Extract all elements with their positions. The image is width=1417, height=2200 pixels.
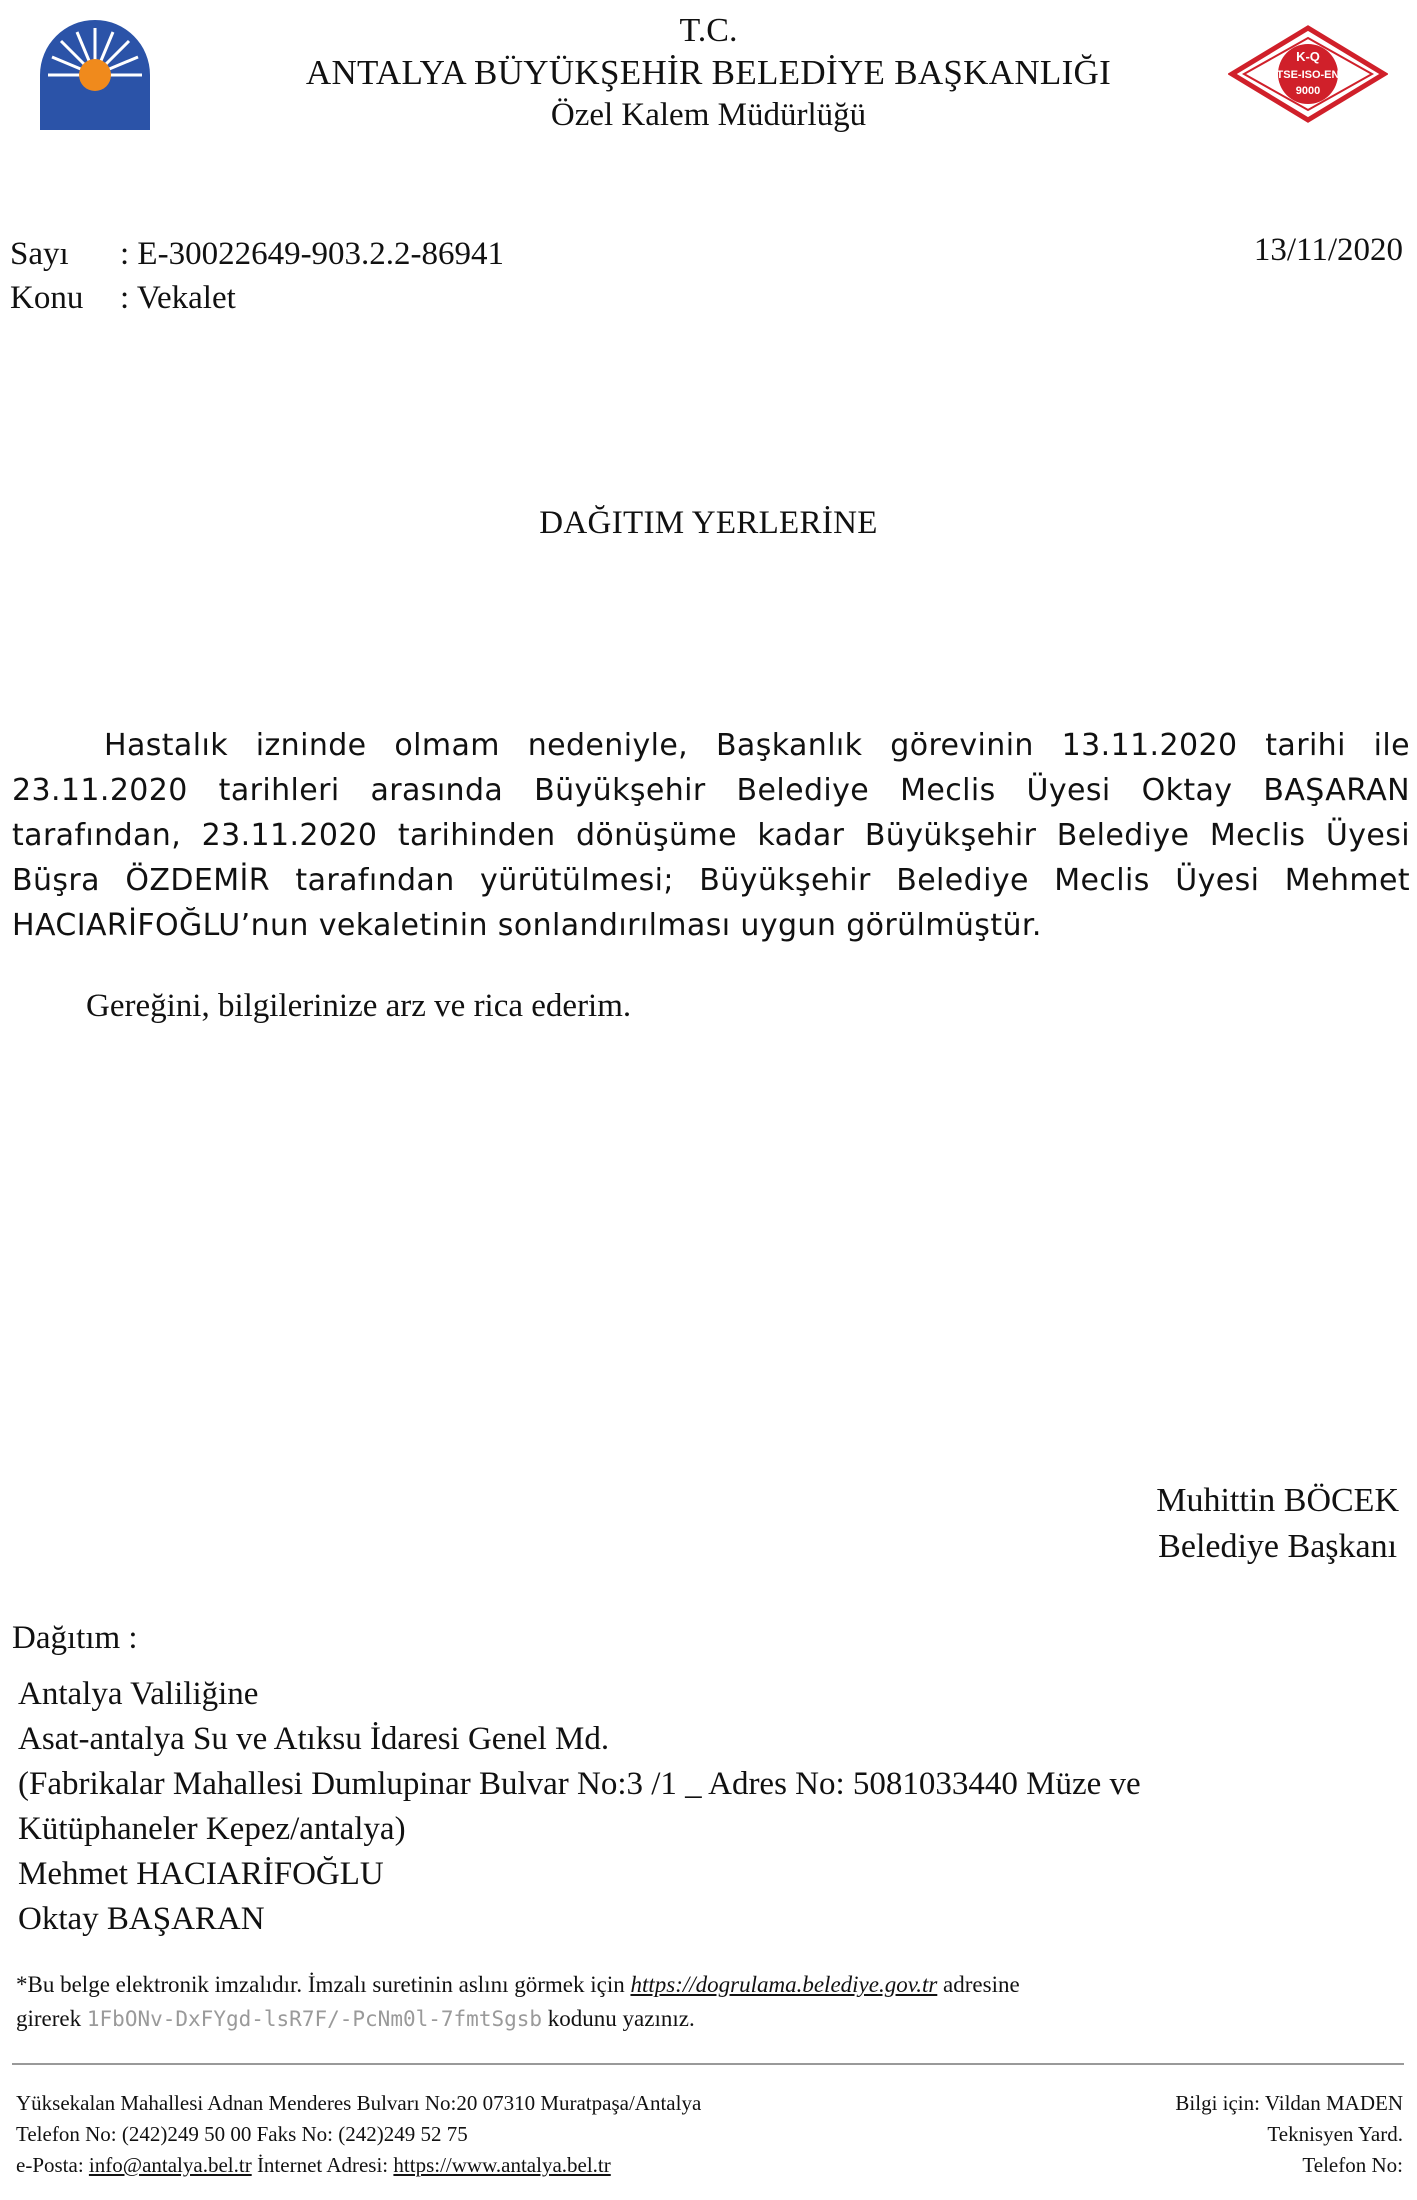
distribution-list [18,1672,1348,1942]
list-item: Oktay BAŞARAN [18,1901,265,1937]
distribution-title: Dağıtım : [12,1620,138,1656]
note-text-1: *Bu belge elektronik imzalıdır. İmzalı suretinin aslını görmek için [16,1972,631,1997]
footer-email-link[interactable]: info@antalya.bel.tr [88,2153,252,2177]
list-item: Mehmet HACIARİFOĞLU [18,1856,384,1892]
cert-text-3: 9000 [1295,85,1321,97]
footer-web-link[interactable]: https://www.antalya.bel.tr [393,2153,611,2177]
footer-info-role: Teknisyen Yard. [1267,2122,1403,2146]
e-signature-note [16,1968,1406,2036]
footer-divider [12,2063,1404,2065]
konu-value: : Vekalet [120,280,236,316]
signatory-title: Belediye Başkanı [1158,1528,1398,1565]
sayi-value: : E-30022649-903.2.2-86941 [120,236,505,272]
closing-sentence: Gereğini, bilgilerinize arz ve rica ederim. [86,988,632,1024]
list-item: Kütüphaneler Kepez/antalya) [18,1811,406,1847]
footer-phone: Telefon No: (242)249 50 00 Faks No: (242)249 52 75 [16,2122,468,2146]
note-text-2: adresine [937,1972,1020,1997]
verification-link[interactable]: https://dogrulama.belediye.gov.tr [630,1972,938,1997]
cert-text-2: TSE-ISO-EN [1276,69,1340,81]
cert-text-1: K-Q [1296,49,1320,64]
footer-web-label: İnternet Adresi: [251,2153,394,2177]
letterhead [0,10,1417,136]
header-institution: ANTALYA BÜYÜKŞEHİR BELEDİYE BAŞKANLIĞI [305,53,1112,92]
note-text-4: kodunu yazınız. [542,2006,695,2031]
note-text-3: girerek [16,2006,87,2031]
kq-certification-icon [1228,24,1388,124]
list-item: Asat-antalya Su ve Atıksu İdaresi Genel Md. [18,1721,610,1757]
list-item: (Fabrikalar Mahallesi Dumlupinar Bulvar No:3 /1 _ Adres No: 5081033440 Müze ve [18,1766,1141,1802]
sayi-label: Sayı [10,236,69,272]
document-date: 13/11/2020 [1253,232,1403,268]
footer-email-label: e-Posta: [16,2153,89,2177]
footer-info [1175,2088,1403,2181]
sayi-row [10,232,504,276]
footer-address: Yüksekalan Mahallesi Adnan Menderes Bulvarı No:20 07310 Muratpaşa/Antalya [16,2091,702,2115]
document-meta [10,232,504,320]
konu-label: Konu [10,280,84,316]
signature-block [1156,1478,1399,1570]
addressee-heading: DAĞITIM YERLERİNE [539,505,878,541]
signatory-name: Muhittin BÖCEK [1156,1482,1399,1519]
footer-info-phone: Telefon No: [1302,2153,1403,2177]
header-tc: T.C. [679,12,738,49]
footer-info-person: Bilgi için: Vildan MADEN [1175,2091,1403,2115]
footer-contact [16,2088,701,2181]
verification-code: 1FbONv-DxFYgd-lsR7F/-PcNm0l-7fmtSgsb [86,2007,543,2031]
header-department: Özel Kalem Müdürlüğü [550,97,867,133]
konu-row [10,276,504,320]
list-item: Antalya Valiliğine [18,1676,259,1712]
body-paragraph: Hastalık izninde olmam nedeniyle, Başkanlık görevinin 13.11.2020 tarihi ile 23.11.2020 tarihleri arasında Büyükşehir Belediye Meclis Üyesi Oktay BAŞARAN tarafından, 23.11.2020 tarihinden dönüşüme kadar Büyükşehir Belediye Meclis Üyesi Büşra ÖZDEMİR tarafından yürütülmesi; Büyükşehir Belediye Meclis Üyesi Mehmet HACIARİFOĞLU’nun vekaletinin sonlandırılması uygun görülmüştür. [12,728,1410,943]
